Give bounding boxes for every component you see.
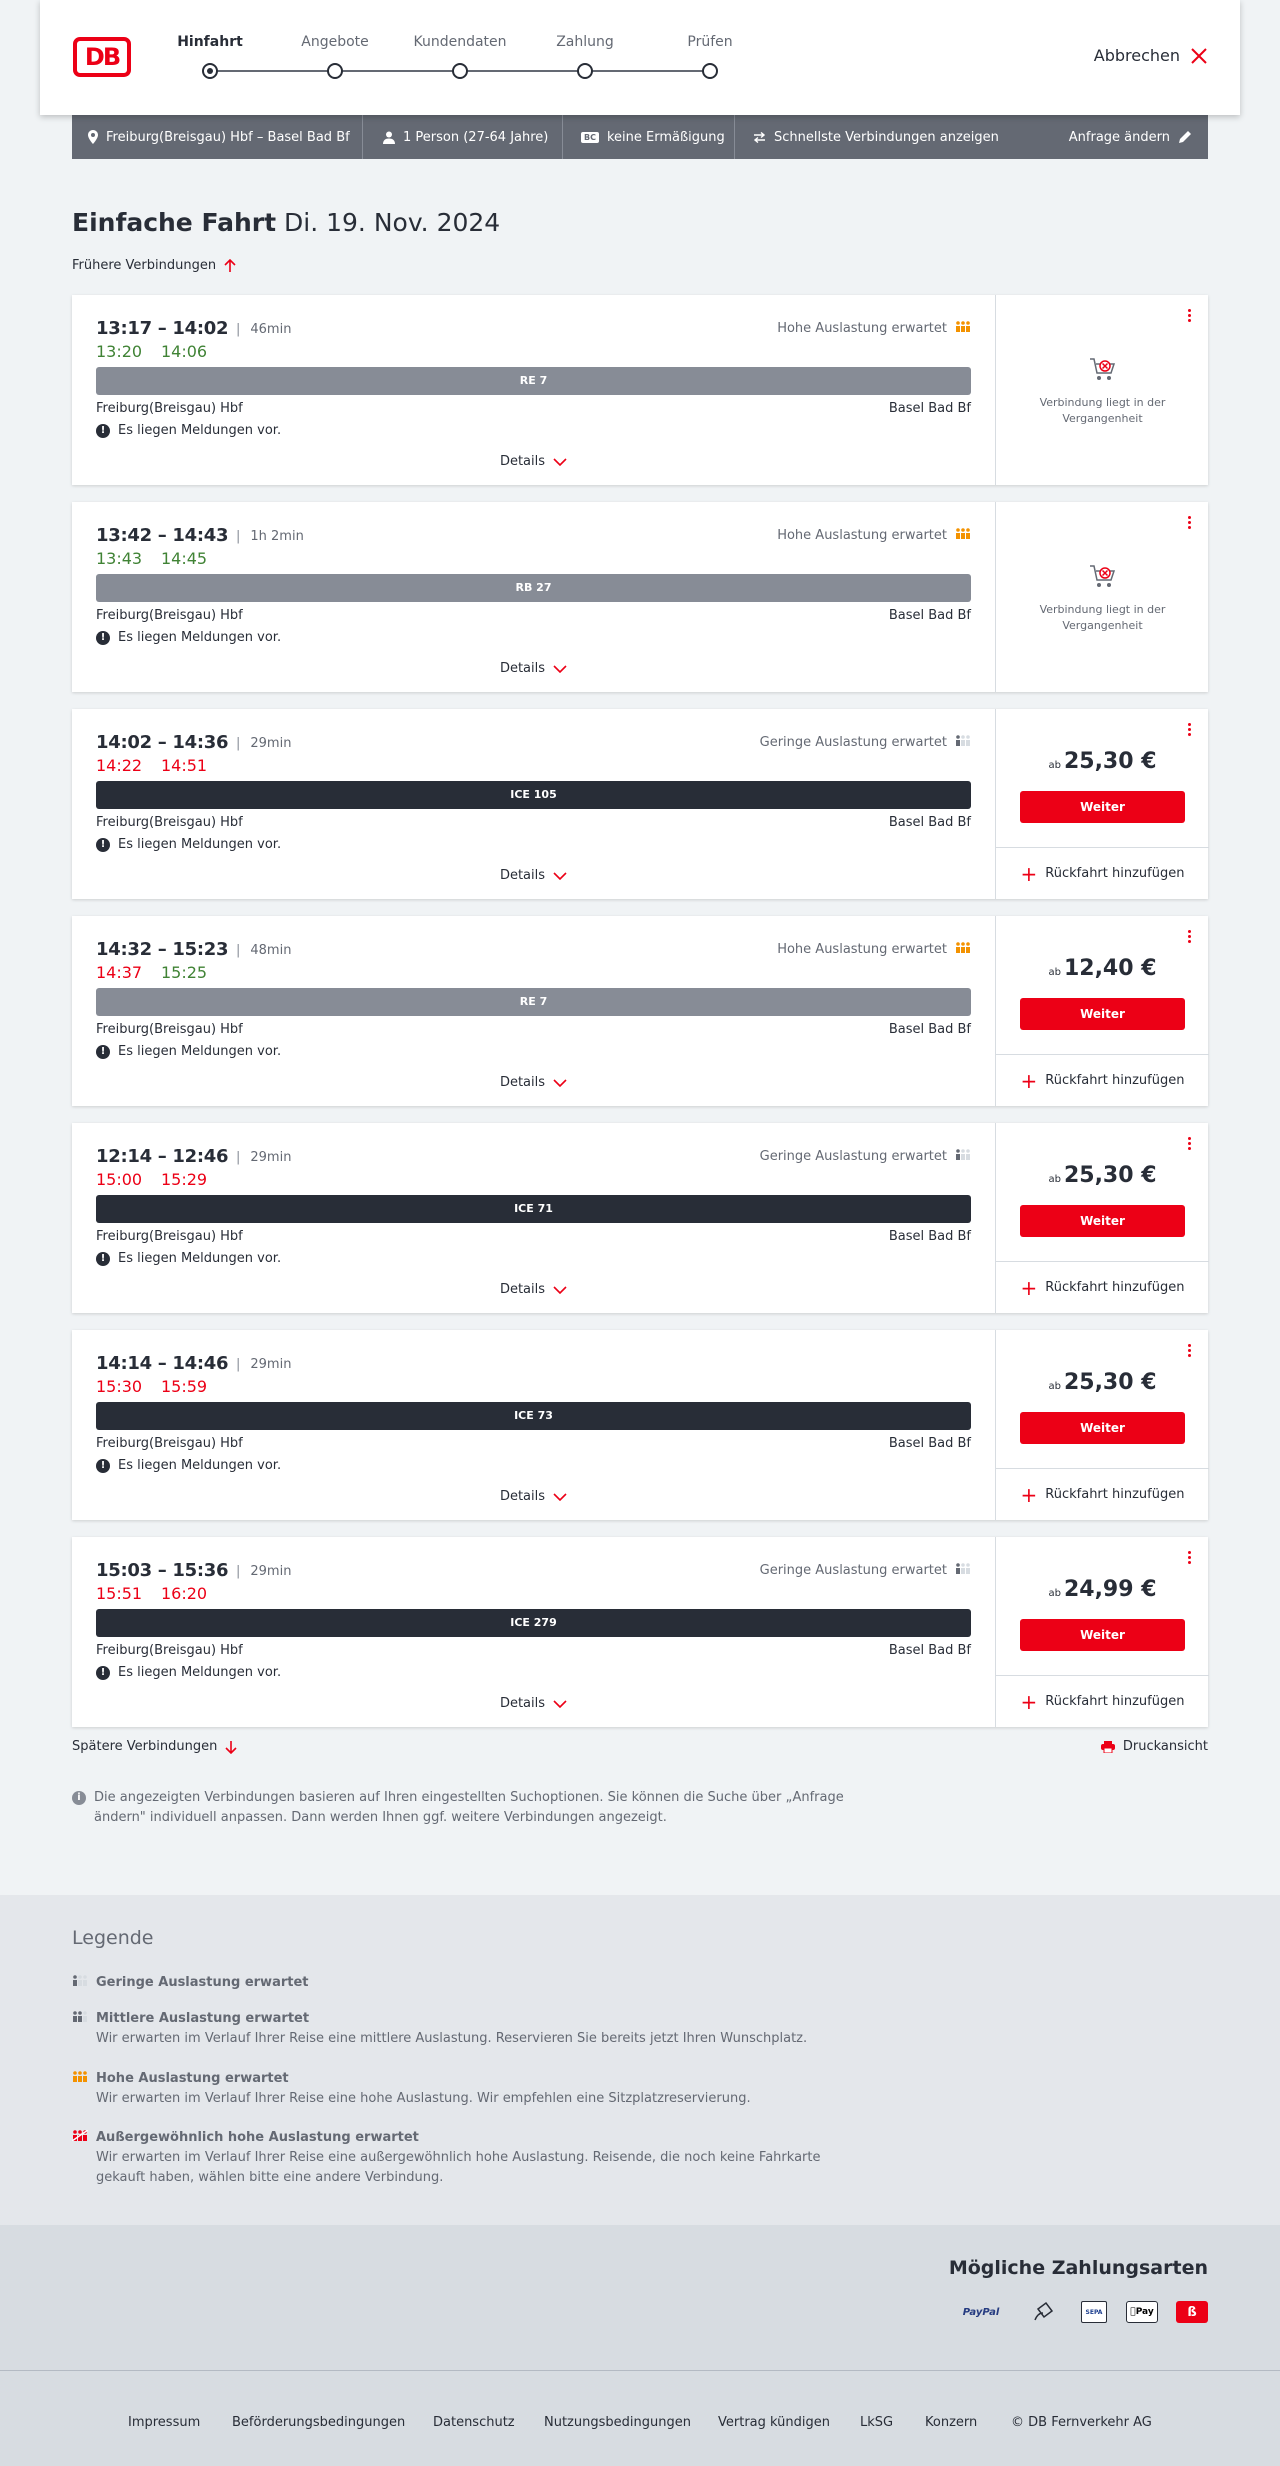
realtime-departure: 15:51: [96, 1584, 143, 1603]
price: [996, 1163, 1209, 1188]
realtime-arrival: 14:45: [161, 549, 208, 568]
destination-station: Basel Bad Bf: [888, 1436, 971, 1451]
realtime-arrival: 14:06: [161, 342, 208, 361]
service-message[interactable]: [96, 423, 281, 438]
return-trip-label: Rückfahrt hinzufügen: [1045, 1694, 1185, 1709]
realtime-departure: 13:20: [96, 342, 143, 361]
occupancy-icon: [955, 735, 971, 750]
payment-methods-section: [0, 2225, 1280, 2370]
service-message[interactable]: [96, 1458, 281, 1473]
price-prefix: ab: [1048, 1174, 1061, 1185]
realtime-arrival: 16:20: [161, 1584, 208, 1603]
occupancy-text: Geringe Auslastung erwartet: [759, 735, 947, 750]
arrow-up-icon: [224, 259, 236, 273]
divider: [734, 115, 735, 159]
details-label: Details: [499, 454, 546, 469]
duration: | 29min: [236, 736, 291, 751]
occupancy-indicator: [777, 321, 971, 336]
occupancy-text: Geringe Auslastung erwartet: [759, 1149, 947, 1164]
chevron-down-icon: [553, 665, 567, 673]
info-text: Die angezeigten Verbindungen basieren auf Ihren eingestellten Suchoptionen. Sie können die Suche über „Anfrage ändern" individuell anpassen. Dann werden Ihnen ggf. weitere Verbindungen angezeigt.: [94, 1790, 844, 1825]
card-hand-icon: [1030, 2301, 1056, 2323]
details-label: Details: [499, 1489, 546, 1504]
realtime-departure: 15:30: [96, 1377, 143, 1396]
planned-times: 13:17 – 14:02: [96, 318, 229, 339]
db-logo[interactable]: DB: [73, 37, 131, 77]
footer-link-impressum[interactable]: Impressum: [128, 2415, 201, 2430]
origin-station: Freiburg(Breisgau) Hbf: [96, 1643, 243, 1658]
service-message[interactable]: [96, 1665, 281, 1680]
step-kundendaten: Kundendaten: [413, 34, 507, 50]
occupancy-text: Hohe Auslastung erwartet: [777, 528, 947, 543]
message-text: Es liegen Meldungen vor.: [118, 1044, 282, 1059]
realtime-departure: 14:22: [96, 756, 143, 775]
realtime-arrival: 14:51: [161, 756, 208, 775]
footer-link-nutzung[interactable]: Nutzungsbedingungen: [544, 2415, 691, 2430]
occupancy-icon: [955, 528, 971, 543]
origin-station: Freiburg(Breisgau) Hbf: [96, 1022, 243, 1037]
destination-station: Basel Bad Bf: [888, 1643, 971, 1658]
step-dot-hinfahrt: [202, 63, 218, 79]
step-dot-zahlung: [577, 63, 593, 79]
offer-panel: [995, 502, 1208, 692]
change-text: Anfrage ändern: [1068, 129, 1170, 145]
connection-info: [72, 502, 995, 692]
legend-item-title: Geringe Auslastung erwartet: [96, 1975, 309, 1990]
duration: | 29min: [236, 1357, 291, 1372]
sepa-icon: SEPA: [1081, 2301, 1107, 2323]
alert-icon: !: [96, 1666, 110, 1680]
legend-item: [72, 1973, 852, 1993]
return-trip-label: Rückfahrt hinzufügen: [1045, 866, 1185, 881]
duration: | 48min: [236, 943, 291, 958]
duration: | 46min: [236, 322, 291, 337]
details-toggle[interactable]: [72, 1282, 995, 1297]
realtime-arrival: 15:29: [161, 1170, 208, 1189]
service-message[interactable]: [96, 1251, 281, 1266]
footer-link-lksg[interactable]: LkSG: [860, 2415, 894, 2430]
apple-pay-icon: [1126, 2301, 1158, 2323]
duration: | 29min: [236, 1564, 291, 1579]
chevron-down-icon: [553, 872, 567, 880]
price: [996, 1370, 1209, 1395]
legend-item: [72, 2069, 852, 2109]
occupancy-text: Hohe Auslastung erwartet: [777, 942, 947, 957]
details-toggle[interactable]: [72, 1696, 995, 1711]
more-options-icon[interactable]: [1188, 1344, 1192, 1360]
connection-card: [72, 1537, 1208, 1727]
offer-panel: [995, 709, 1208, 899]
discount-summary[interactable]: [581, 115, 725, 159]
realtime-arrival: 15:25: [161, 963, 208, 982]
alert-icon: !: [96, 838, 110, 852]
plus-icon: +: [1020, 1482, 1038, 1507]
origin-station: Freiburg(Breisgau) Hbf: [96, 401, 243, 416]
cancel-button[interactable]: [1094, 46, 1208, 65]
details-toggle[interactable]: [72, 1489, 995, 1504]
train-bar[interactable]: RE 7: [96, 988, 971, 1016]
add-return-trip-button[interactable]: [996, 1468, 1209, 1520]
info-icon: i: [72, 1791, 86, 1805]
footer-link-datenschutz[interactable]: Datenschutz: [433, 2415, 515, 2430]
chevron-down-icon: [553, 458, 567, 466]
fastest-connections-toggle[interactable]: [753, 115, 999, 159]
past-connection-note: Verbindung liegt in der Vergangenheit: [1039, 396, 1166, 425]
step-dot-kundendaten: [452, 63, 468, 79]
earlier-connections-link[interactable]: [72, 258, 236, 273]
add-return-trip-button[interactable]: [996, 1675, 1209, 1727]
step-dot-angebote: [327, 63, 343, 79]
passenger-summary[interactable]: [383, 115, 548, 159]
occupancy-icon: [955, 1563, 971, 1578]
weiter-button[interactable]: Weiter: [1020, 1205, 1185, 1237]
offer-panel: [995, 916, 1208, 1106]
chevron-down-icon: [553, 1493, 567, 1501]
train-bar[interactable]: ICE 105: [96, 781, 971, 809]
connection-card: [72, 1123, 1208, 1313]
return-trip-label: Rückfahrt hinzufügen: [1045, 1280, 1185, 1295]
duration: | 1h 2min: [236, 529, 304, 544]
planned-times: 14:32 – 15:23: [96, 939, 229, 960]
price-prefix: ab: [1048, 1381, 1061, 1392]
chevron-down-icon: [553, 1286, 567, 1294]
passenger-text: 1 Person (27-64 Jahre): [403, 129, 549, 145]
occupancy-indicator: [760, 735, 971, 750]
legend-item-desc: Wir erwarten im Verlauf Ihrer Reise eine außergewöhnlich hohe Auslastung. Reisende, die noch keine Fahrkarte gekauft haben, wählen bitte eine andere Verbindung.: [96, 2150, 821, 2185]
earlier-label: Frühere Verbindungen: [72, 258, 217, 273]
cart-unavailable-icon: [1089, 357, 1117, 383]
weiter-button[interactable]: Weiter: [1020, 1619, 1185, 1651]
route-summary[interactable]: [88, 115, 350, 159]
discount-text: keine Ermäßigung: [606, 129, 725, 145]
details-label: Details: [499, 1075, 546, 1090]
cancel-label: Abbrechen: [1093, 46, 1180, 65]
legend-item: [72, 2009, 852, 2049]
trip-date: Di. 19. Nov. 2024: [284, 208, 501, 237]
destination-station: Basel Bad Bf: [888, 401, 971, 416]
cart-unavailable-icon: [1089, 564, 1117, 590]
realtime-arrival: 15:59: [161, 1377, 208, 1396]
trip-type: Einfache Fahrt: [72, 208, 277, 237]
search-summary-bar: [72, 115, 1208, 159]
connection-info: [72, 295, 995, 485]
occupancy-text: Geringe Auslastung erwartet: [759, 1563, 947, 1578]
footer: [0, 2370, 1280, 2466]
train-bar[interactable]: ICE 73: [96, 1402, 971, 1430]
details-toggle[interactable]: [72, 661, 995, 676]
weiter-button[interactable]: Weiter: [1020, 998, 1185, 1030]
plus-icon: +: [1020, 1689, 1038, 1714]
legend-item-desc: Wir erwarten im Verlauf Ihrer Reise eine hohe Auslastung. Wir empfehlen eine Sitzplatzreservierung.: [96, 2091, 751, 2106]
price: [996, 956, 1209, 981]
payment-title: Mögliche Zahlungsarten: [948, 2257, 1208, 2279]
page-title: [72, 208, 500, 237]
later-label: Spätere Verbindungen: [72, 1739, 218, 1754]
divider: [362, 115, 363, 159]
occupancy-indicator: [777, 528, 971, 543]
return-trip-label: Rückfahrt hinzufügen: [1045, 1073, 1185, 1088]
offer-panel: [995, 1123, 1208, 1313]
progress-header: [40, 0, 1240, 115]
message-text: Es liegen Meldungen vor.: [118, 1665, 282, 1680]
fastest-text: Schnellste Verbindungen anzeigen: [774, 129, 999, 145]
realtime-departure: 13:43: [96, 549, 143, 568]
message-text: Es liegen Meldungen vor.: [118, 630, 282, 645]
print-view-link[interactable]: [1101, 1739, 1208, 1754]
planned-times: 13:42 – 14:43: [96, 525, 229, 546]
offer-panel: [995, 1330, 1208, 1520]
legend-title: Legende: [72, 1927, 154, 1949]
realtime-departure: 15:00: [96, 1170, 143, 1189]
change-request-button[interactable]: [1069, 115, 1192, 159]
add-return-trip-button[interactable]: [996, 847, 1209, 899]
connection-info: [72, 1330, 995, 1520]
details-label: Details: [499, 868, 546, 883]
price-prefix: ab: [1048, 760, 1061, 771]
occupancy-icon: [955, 942, 971, 957]
add-return-trip-button[interactable]: [996, 1261, 1209, 1313]
connection-card: [72, 295, 1208, 485]
details-toggle[interactable]: [72, 868, 995, 883]
return-trip-label: Rückfahrt hinzufügen: [1045, 1487, 1185, 1502]
origin-station: Freiburg(Breisgau) Hbf: [96, 815, 243, 830]
train-bar[interactable]: ICE 71: [96, 1195, 971, 1223]
occupancy-low-icon: [72, 1973, 88, 1993]
more-options-icon[interactable]: [1188, 723, 1192, 739]
details-toggle[interactable]: [72, 454, 995, 469]
occupancy-indicator: [760, 1149, 971, 1164]
planned-times: 15:03 – 15:36: [96, 1560, 229, 1581]
footer-link-befoerderung[interactable]: Beförderungsbedingungen: [232, 2415, 406, 2430]
swap-arrows-icon: [753, 132, 766, 143]
legend-section: [0, 1895, 1280, 2225]
chevron-down-icon: [553, 1700, 567, 1708]
offer-panel: [995, 1537, 1208, 1727]
price-value: 12,40 €: [1063, 956, 1157, 981]
price-value: 25,30 €: [1063, 749, 1157, 774]
destination-station: Basel Bad Bf: [888, 815, 971, 830]
chevron-down-icon: [553, 1079, 567, 1087]
details-toggle[interactable]: [72, 1075, 995, 1090]
message-text: Es liegen Meldungen vor.: [118, 1458, 282, 1473]
footer-link-konzern[interactable]: Konzern: [925, 2415, 978, 2430]
search-info-note: [72, 1788, 852, 1828]
planned-times: 14:02 – 14:36: [96, 732, 229, 753]
more-options-icon[interactable]: [1188, 309, 1192, 325]
alert-icon: !: [96, 631, 110, 645]
legend-item: [72, 2128, 852, 2188]
alert-icon: !: [96, 424, 110, 438]
occupancy-indicator: [760, 1563, 971, 1578]
realtime-departure: 14:37: [96, 963, 143, 982]
connection-card: [72, 502, 1208, 692]
step-angebote: Angebote: [301, 34, 369, 50]
price-prefix: ab: [1048, 1588, 1061, 1599]
service-message[interactable]: [96, 630, 281, 645]
price: [996, 1577, 1209, 1602]
footer-link-kuendigen[interactable]: Vertrag kündigen: [718, 2415, 830, 2430]
price: [996, 749, 1209, 774]
price-value: 25,30 €: [1063, 1370, 1157, 1395]
connection-info: [72, 1537, 995, 1727]
connection-card: [72, 709, 1208, 899]
train-bar[interactable]: ICE 279: [96, 1609, 971, 1637]
message-text: Es liegen Meldungen vor.: [118, 837, 282, 852]
route-text: Freiburg(Breisgau) Hbf – Basel Bad Bf: [106, 129, 350, 145]
destination-station: Basel Bad Bf: [888, 1229, 971, 1244]
alert-icon: !: [96, 1045, 110, 1059]
person-icon: [383, 131, 395, 144]
planned-times: 12:14 – 12:46: [96, 1146, 229, 1167]
print-label: Druckansicht: [1122, 1739, 1208, 1754]
origin-station: Freiburg(Breisgau) Hbf: [96, 1436, 243, 1451]
occupancy-text: Hohe Auslastung erwartet: [777, 321, 947, 336]
weiter-button[interactable]: Weiter: [1020, 791, 1185, 823]
occupancy-medium-icon: [72, 2009, 88, 2029]
connection-info: [72, 1123, 995, 1313]
details-label: Details: [499, 1696, 546, 1711]
plus-icon: +: [1020, 1068, 1038, 1093]
printer-icon: [1101, 1741, 1115, 1753]
close-icon: [1190, 47, 1208, 65]
destination-station: Basel Bad Bf: [888, 1022, 971, 1037]
more-options-icon[interactable]: [1188, 930, 1192, 946]
price-prefix: ab: [1048, 967, 1061, 978]
step-pruefen: Prüfen: [687, 34, 733, 50]
legend-item-title: Hohe Auslastung erwartet: [96, 2071, 289, 2086]
offer-panel: [995, 295, 1208, 485]
pencil-icon: [1178, 130, 1192, 144]
plus-icon: +: [1020, 861, 1038, 886]
duration: | 29min: [236, 1150, 291, 1165]
weiter-button[interactable]: Weiter: [1020, 1412, 1185, 1444]
details-label: Details: [499, 661, 546, 676]
db-payment-icon: ß: [1176, 2301, 1208, 2323]
connection-card: [72, 1330, 1208, 1520]
bahncard-icon: BC: [581, 132, 599, 143]
occupancy-extreme-icon: [72, 2128, 88, 2148]
service-message[interactable]: [96, 1044, 281, 1059]
occupancy-high-icon: [72, 2069, 88, 2089]
later-connections-link[interactable]: [72, 1739, 237, 1754]
arrow-down-icon: [225, 1740, 237, 1754]
alert-icon: !: [96, 1459, 110, 1473]
origin-station: Freiburg(Breisgau) Hbf: [96, 608, 243, 623]
origin-station: Freiburg(Breisgau) Hbf: [96, 1229, 243, 1244]
connection-info: [72, 916, 995, 1106]
step-zahlung: Zahlung: [556, 34, 614, 50]
planned-times: 14:14 – 14:46: [96, 1353, 229, 1374]
occupancy-icon: [955, 1149, 971, 1164]
footer-copyright: © DB Fernverkehr AG: [1011, 2415, 1152, 2430]
message-text: Es liegen Meldungen vor.: [118, 423, 282, 438]
price-value: 24,99 €: [1063, 1577, 1157, 1602]
destination-station: Basel Bad Bf: [888, 608, 971, 623]
plus-icon: +: [1020, 1275, 1038, 1300]
location-pin-icon: [88, 130, 98, 144]
details-label: Details: [499, 1282, 546, 1297]
legend-item-desc: Wir erwarten im Verlauf Ihrer Reise eine mittlere Auslastung. Reservieren Sie bereits jetzt Ihren Wunschplatz.: [96, 2031, 808, 2046]
legend-item-title: Mittlere Auslastung erwartet: [96, 2011, 310, 2026]
alert-icon: !: [96, 1252, 110, 1266]
train-bar[interactable]: RE 7: [96, 367, 971, 395]
past-connection-note: Verbindung liegt in der Vergangenheit: [1039, 603, 1166, 632]
price-value: 25,30 €: [1063, 1163, 1157, 1188]
more-options-icon[interactable]: [1188, 516, 1192, 532]
step-hinfahrt[interactable]: Hinfahrt: [177, 34, 243, 50]
connection-info: [72, 709, 995, 899]
occupancy-indicator: [777, 942, 971, 957]
divider: [562, 115, 563, 159]
occupancy-icon: [955, 321, 971, 336]
apple-pay-label: Pay: [1132, 2307, 1152, 2317]
legend-item-title: Außergewöhnlich hohe Auslastung erwartet: [96, 2130, 419, 2145]
train-bar[interactable]: RB 27: [96, 574, 971, 602]
step-dot-pruefen: [702, 63, 718, 79]
message-text: Es liegen Meldungen vor.: [118, 1251, 282, 1266]
more-options-icon[interactable]: [1188, 1551, 1192, 1567]
paypal-icon: PayPal: [962, 2306, 1000, 2318]
more-options-icon[interactable]: [1188, 1137, 1192, 1153]
service-message[interactable]: [96, 837, 281, 852]
connection-card: [72, 916, 1208, 1106]
add-return-trip-button[interactable]: [996, 1054, 1209, 1106]
